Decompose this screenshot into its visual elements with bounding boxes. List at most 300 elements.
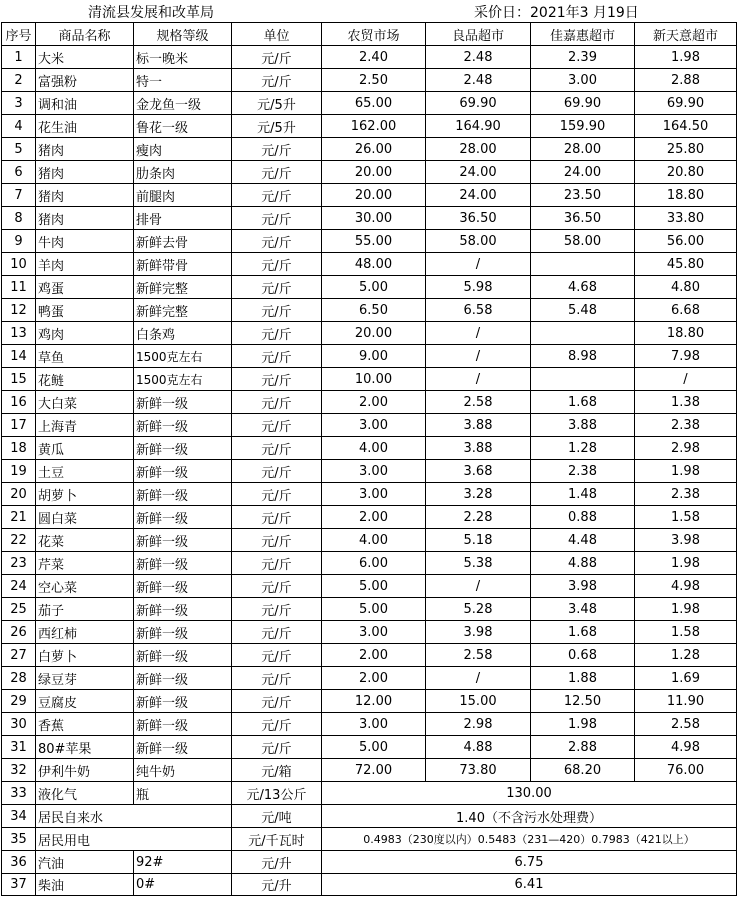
price-liangpin: 24.00	[426, 184, 531, 207]
row-number: 27	[2, 644, 36, 667]
column-header-unit: 单位	[232, 23, 322, 46]
price-market: 20.00	[322, 161, 426, 184]
price-jiajiahui: 4.88	[531, 552, 635, 575]
price-jiajiahui: 2.88	[531, 736, 635, 759]
price-xintianyi: 1.98	[635, 598, 737, 621]
price-liangpin: 3.88	[426, 437, 531, 460]
price-market: 26.00	[322, 138, 426, 161]
item-unit: 元/箱	[232, 759, 322, 782]
price-market: 3.00	[322, 621, 426, 644]
price-xintianyi: 18.80	[635, 322, 737, 345]
price-jiajiahui: 23.50	[531, 184, 635, 207]
price-liangpin: 2.58	[426, 391, 531, 414]
price-liangpin: 6.58	[426, 299, 531, 322]
price-market: 65.00	[322, 92, 426, 115]
item-spec: 鲁花一级	[134, 115, 232, 138]
price-jiajiahui	[531, 253, 635, 276]
row-number: 33	[2, 782, 36, 805]
item-spec: 纯牛奶	[134, 759, 232, 782]
row-number: 30	[2, 713, 36, 736]
item-name: 花菜	[36, 529, 134, 552]
table-row-merged	[2, 805, 737, 828]
row-number: 8	[2, 207, 36, 230]
item-spec: 特一	[134, 69, 232, 92]
price-jiajiahui: 1.88	[531, 667, 635, 690]
price-xintianyi: 1.38	[635, 391, 737, 414]
price-liangpin: /	[426, 575, 531, 598]
merged-price-value: 6.41	[322, 874, 737, 896]
price-xintianyi: 69.90	[635, 92, 737, 115]
merged-price-value: 1.40（不含污水处理费）	[322, 805, 737, 828]
item-spec: 新鲜一级	[134, 552, 232, 575]
price-xintianyi: 2.58	[635, 713, 737, 736]
item-name: 大米	[36, 46, 134, 69]
price-liangpin: 2.98	[426, 713, 531, 736]
merged-price-value: 0.4983（230度以内）0.5483（231—420）0.7983（421以上）	[322, 828, 737, 851]
item-spec: 新鲜一级	[134, 483, 232, 506]
price-xintianyi: 2.38	[635, 414, 737, 437]
table-header-row	[2, 23, 737, 46]
price-market: 20.00	[322, 184, 426, 207]
price-market: 2.00	[322, 506, 426, 529]
table-row-merged	[2, 851, 737, 874]
price-liangpin: /	[426, 345, 531, 368]
item-unit: 元/斤	[232, 368, 322, 391]
table-row	[2, 368, 737, 391]
item-name: 富强粉	[36, 69, 134, 92]
item-name: 花鲢	[36, 368, 134, 391]
column-header-xintianyi: 新天意超市	[635, 23, 737, 46]
item-name: 汽油	[36, 851, 134, 874]
table-row	[2, 92, 737, 115]
item-unit: 元/斤	[232, 207, 322, 230]
item-unit: 元/吨	[232, 805, 322, 828]
table-row	[2, 483, 737, 506]
price-jiajiahui: 12.50	[531, 690, 635, 713]
item-unit: 元/斤	[232, 253, 322, 276]
item-spec: 新鲜一级	[134, 414, 232, 437]
table-row-merged	[2, 874, 737, 896]
row-number: 5	[2, 138, 36, 161]
price-xintianyi: 25.80	[635, 138, 737, 161]
item-unit: 元/斤	[232, 506, 322, 529]
row-number: 32	[2, 759, 36, 782]
item-name: 上海青	[36, 414, 134, 437]
price-market: 5.00	[322, 276, 426, 299]
price-liangpin: 69.90	[426, 92, 531, 115]
price-jiajiahui: 2.38	[531, 460, 635, 483]
price-jiajiahui: 3.00	[531, 69, 635, 92]
item-name: 香蕉	[36, 713, 134, 736]
item-unit: 元/斤	[232, 460, 322, 483]
item-name: 居民用电	[36, 828, 232, 851]
price-liangpin: /	[426, 253, 531, 276]
row-number: 24	[2, 575, 36, 598]
price-market: 30.00	[322, 207, 426, 230]
price-xintianyi: 1.98	[635, 552, 737, 575]
table-row	[2, 184, 737, 207]
price-jiajiahui: 58.00	[531, 230, 635, 253]
row-number: 16	[2, 391, 36, 414]
item-name: 鸡肉	[36, 322, 134, 345]
item-spec: 1500克左右	[134, 345, 232, 368]
item-name: 芹菜	[36, 552, 134, 575]
price-market: 72.00	[322, 759, 426, 782]
row-number: 4	[2, 115, 36, 138]
item-unit: 元/斤	[232, 552, 322, 575]
row-number: 6	[2, 161, 36, 184]
price-xintianyi: 20.80	[635, 161, 737, 184]
price-xintianyi: /	[635, 368, 737, 391]
row-number: 12	[2, 299, 36, 322]
item-spec: 金龙鱼一级	[134, 92, 232, 115]
price-jiajiahui: 1.68	[531, 621, 635, 644]
price-jiajiahui: 0.88	[531, 506, 635, 529]
table-row-merged	[2, 782, 737, 805]
price-xintianyi: 2.38	[635, 483, 737, 506]
item-name: 猪肉	[36, 184, 134, 207]
item-unit: 元/5升	[232, 92, 322, 115]
table-row	[2, 207, 737, 230]
price-jiajiahui	[531, 322, 635, 345]
price-liangpin: 24.00	[426, 161, 531, 184]
table-row	[2, 529, 737, 552]
table-row	[2, 437, 737, 460]
item-spec: 新鲜一级	[134, 667, 232, 690]
table-row	[2, 690, 737, 713]
table-row	[2, 253, 737, 276]
price-jiajiahui: 159.90	[531, 115, 635, 138]
item-unit: 元/斤	[232, 437, 322, 460]
price-market: 4.00	[322, 529, 426, 552]
row-number: 22	[2, 529, 36, 552]
item-unit: 元/斤	[232, 276, 322, 299]
merged-price-value: 130.00	[322, 782, 737, 805]
row-number: 1	[2, 46, 36, 69]
price-market: 4.00	[322, 437, 426, 460]
price-liangpin: 36.50	[426, 207, 531, 230]
item-spec: 新鲜一级	[134, 621, 232, 644]
table-row	[2, 115, 737, 138]
item-name: 鸡蛋	[36, 276, 134, 299]
price-liangpin: /	[426, 667, 531, 690]
price-xintianyi: 2.88	[635, 69, 737, 92]
price-market: 55.00	[322, 230, 426, 253]
item-spec: 新鲜带骨	[134, 253, 232, 276]
table-row	[2, 667, 737, 690]
item-unit: 元/斤	[232, 345, 322, 368]
price-market: 5.00	[322, 575, 426, 598]
price-liangpin: 4.88	[426, 736, 531, 759]
table-row	[2, 598, 737, 621]
item-unit: 元/升	[232, 851, 322, 874]
row-number: 20	[2, 483, 36, 506]
table-row	[2, 276, 737, 299]
item-name: 胡萝卜	[36, 483, 134, 506]
price-market: 5.00	[322, 736, 426, 759]
item-spec: 新鲜完整	[134, 299, 232, 322]
row-number: 9	[2, 230, 36, 253]
price-market: 2.00	[322, 644, 426, 667]
table-row	[2, 391, 737, 414]
item-name: 猪肉	[36, 161, 134, 184]
row-number: 35	[2, 828, 36, 851]
price-xintianyi: 1.98	[635, 460, 737, 483]
item-unit: 元/斤	[232, 414, 322, 437]
price-market: 9.00	[322, 345, 426, 368]
price-liangpin: 58.00	[426, 230, 531, 253]
item-unit: 元/升	[232, 874, 322, 896]
row-number: 36	[2, 851, 36, 874]
price-liangpin: 15.00	[426, 690, 531, 713]
item-name: 西红柿	[36, 621, 134, 644]
price-market: 20.00	[322, 322, 426, 345]
table-row	[2, 621, 737, 644]
item-spec: 瓶	[134, 782, 232, 805]
item-spec: 新鲜一级	[134, 644, 232, 667]
table-row	[2, 759, 737, 782]
item-spec: 新鲜一级	[134, 506, 232, 529]
price-liangpin: 2.58	[426, 644, 531, 667]
price-liangpin: 5.18	[426, 529, 531, 552]
price-jiajiahui: 8.98	[531, 345, 635, 368]
price-xintianyi: 11.90	[635, 690, 737, 713]
table-row	[2, 552, 737, 575]
table-row	[2, 713, 737, 736]
price-xintianyi: 7.98	[635, 345, 737, 368]
row-number: 34	[2, 805, 36, 828]
price-jiajiahui: 28.00	[531, 138, 635, 161]
item-name: 大白菜	[36, 391, 134, 414]
column-header-spec: 规格等级	[134, 23, 232, 46]
price-jiajiahui: 69.90	[531, 92, 635, 115]
item-spec: 新鲜一级	[134, 736, 232, 759]
price-xintianyi: 1.58	[635, 621, 737, 644]
org-name: 清流县发展和改革局	[88, 5, 214, 21]
price-market: 48.00	[322, 253, 426, 276]
price-market: 2.40	[322, 46, 426, 69]
item-name: 羊肉	[36, 253, 134, 276]
row-number: 25	[2, 598, 36, 621]
price-market: 2.50	[322, 69, 426, 92]
table-row	[2, 506, 737, 529]
item-unit: 元/斤	[232, 713, 322, 736]
price-jiajiahui: 1.98	[531, 713, 635, 736]
price-jiajiahui: 1.28	[531, 437, 635, 460]
price-jiajiahui: 4.68	[531, 276, 635, 299]
price-market: 6.50	[322, 299, 426, 322]
table-row-merged	[2, 828, 737, 851]
item-unit: 元/斤	[232, 667, 322, 690]
table-row	[2, 322, 737, 345]
price-liangpin: 28.00	[426, 138, 531, 161]
item-spec: 92#	[134, 851, 232, 874]
item-unit: 元/斤	[232, 644, 322, 667]
table-row	[2, 345, 737, 368]
price-market: 2.00	[322, 391, 426, 414]
item-unit: 元/斤	[232, 138, 322, 161]
item-spec: 新鲜完整	[134, 276, 232, 299]
column-header-no: 序号	[2, 23, 36, 46]
item-spec: 0#	[134, 874, 232, 896]
item-unit: 元/斤	[232, 690, 322, 713]
price-liangpin: 5.38	[426, 552, 531, 575]
row-number: 2	[2, 69, 36, 92]
item-name: 调和油	[36, 92, 134, 115]
column-header-jiajiahui: 佳嘉惠超市	[531, 23, 635, 46]
item-unit: 元/斤	[232, 391, 322, 414]
price-jiajiahui: 1.48	[531, 483, 635, 506]
price-market: 3.00	[322, 483, 426, 506]
item-spec: 排骨	[134, 207, 232, 230]
item-unit: 元/千瓦时	[232, 828, 322, 851]
price-liangpin: 5.98	[426, 276, 531, 299]
row-number: 17	[2, 414, 36, 437]
item-unit: 元/5升	[232, 115, 322, 138]
price-market: 5.00	[322, 598, 426, 621]
item-name: 空心菜	[36, 575, 134, 598]
item-spec: 新鲜一级	[134, 575, 232, 598]
row-number: 29	[2, 690, 36, 713]
price-liangpin: 2.48	[426, 69, 531, 92]
item-spec: 新鲜一级	[134, 529, 232, 552]
item-name: 80#苹果	[36, 736, 134, 759]
item-unit: 元/斤	[232, 46, 322, 69]
row-number: 18	[2, 437, 36, 460]
price-xintianyi: 1.98	[635, 46, 737, 69]
item-unit: 元/斤	[232, 575, 322, 598]
price-xintianyi: 6.68	[635, 299, 737, 322]
item-name: 茄子	[36, 598, 134, 621]
price-jiajiahui: 3.48	[531, 598, 635, 621]
price-jiajiahui: 4.48	[531, 529, 635, 552]
item-name: 白萝卜	[36, 644, 134, 667]
item-name: 土豆	[36, 460, 134, 483]
item-name: 豆腐皮	[36, 690, 134, 713]
item-spec: 前腿肉	[134, 184, 232, 207]
price-market: 162.00	[322, 115, 426, 138]
item-name: 草鱼	[36, 345, 134, 368]
item-unit: 元/斤	[232, 736, 322, 759]
price-market: 3.00	[322, 713, 426, 736]
item-unit: 元/斤	[232, 621, 322, 644]
item-name: 液化气	[36, 782, 134, 805]
item-unit: 元/斤	[232, 69, 322, 92]
row-number: 21	[2, 506, 36, 529]
item-name: 猪肉	[36, 138, 134, 161]
row-number: 19	[2, 460, 36, 483]
price-liangpin: 3.88	[426, 414, 531, 437]
table-row	[2, 69, 737, 92]
price-xintianyi: 4.98	[635, 736, 737, 759]
item-unit: 元/斤	[232, 230, 322, 253]
price-market: 3.00	[322, 414, 426, 437]
row-number: 7	[2, 184, 36, 207]
item-spec: 瘦肉	[134, 138, 232, 161]
price-xintianyi: 45.80	[635, 253, 737, 276]
item-name: 绿豆芽	[36, 667, 134, 690]
table-row	[2, 161, 737, 184]
item-unit: 元/斤	[232, 322, 322, 345]
price-table	[1, 22, 737, 896]
price-jiajiahui: 5.48	[531, 299, 635, 322]
price-xintianyi: 164.50	[635, 115, 737, 138]
table-row	[2, 575, 737, 598]
item-name: 黄瓜	[36, 437, 134, 460]
price-liangpin: 3.98	[426, 621, 531, 644]
price-liangpin: 5.28	[426, 598, 531, 621]
row-number: 23	[2, 552, 36, 575]
row-number: 37	[2, 874, 36, 896]
row-number: 11	[2, 276, 36, 299]
table-row	[2, 736, 737, 759]
row-number: 15	[2, 368, 36, 391]
item-unit: 元/13公斤	[232, 782, 322, 805]
item-spec: 新鲜一级	[134, 460, 232, 483]
price-jiajiahui: 36.50	[531, 207, 635, 230]
price-market: 10.00	[322, 368, 426, 391]
item-spec: 新鲜一级	[134, 437, 232, 460]
price-liangpin: 2.28	[426, 506, 531, 529]
table-row	[2, 644, 737, 667]
table-row	[2, 46, 737, 69]
price-xintianyi: 18.80	[635, 184, 737, 207]
item-spec: 新鲜去骨	[134, 230, 232, 253]
table-row	[2, 299, 737, 322]
price-liangpin: 2.48	[426, 46, 531, 69]
price-jiajiahui: 3.88	[531, 414, 635, 437]
item-name: 花生油	[36, 115, 134, 138]
price-jiajiahui	[531, 368, 635, 391]
item-unit: 元/斤	[232, 161, 322, 184]
item-spec: 白条鸡	[134, 322, 232, 345]
price-jiajiahui: 2.39	[531, 46, 635, 69]
price-xintianyi: 33.80	[635, 207, 737, 230]
item-spec: 新鲜一级	[134, 598, 232, 621]
price-jiajiahui: 0.68	[531, 644, 635, 667]
item-name: 鸭蛋	[36, 299, 134, 322]
price-liangpin: 164.90	[426, 115, 531, 138]
price-liangpin: 3.28	[426, 483, 531, 506]
price-xintianyi: 2.98	[635, 437, 737, 460]
item-name: 猪肉	[36, 207, 134, 230]
price-liangpin: /	[426, 322, 531, 345]
item-name: 圆白菜	[36, 506, 134, 529]
row-number: 26	[2, 621, 36, 644]
price-xintianyi: 1.28	[635, 644, 737, 667]
table-body	[2, 46, 737, 896]
row-number: 10	[2, 253, 36, 276]
price-market: 3.00	[322, 460, 426, 483]
price-xintianyi: 1.58	[635, 506, 737, 529]
price-liangpin: /	[426, 368, 531, 391]
survey-date: 采价日：2021年3 月19日	[474, 5, 639, 21]
row-number: 3	[2, 92, 36, 115]
price-liangpin: 73.80	[426, 759, 531, 782]
item-name: 伊利牛奶	[36, 759, 134, 782]
price-xintianyi: 3.98	[635, 529, 737, 552]
item-name: 牛肉	[36, 230, 134, 253]
column-header-name: 商品名称	[36, 23, 134, 46]
table-row	[2, 230, 737, 253]
row-number: 31	[2, 736, 36, 759]
item-unit: 元/斤	[232, 184, 322, 207]
price-market: 6.00	[322, 552, 426, 575]
price-xintianyi: 4.98	[635, 575, 737, 598]
item-spec: 肋条肉	[134, 161, 232, 184]
price-xintianyi: 4.80	[635, 276, 737, 299]
column-header-market: 农贸市场	[322, 23, 426, 46]
